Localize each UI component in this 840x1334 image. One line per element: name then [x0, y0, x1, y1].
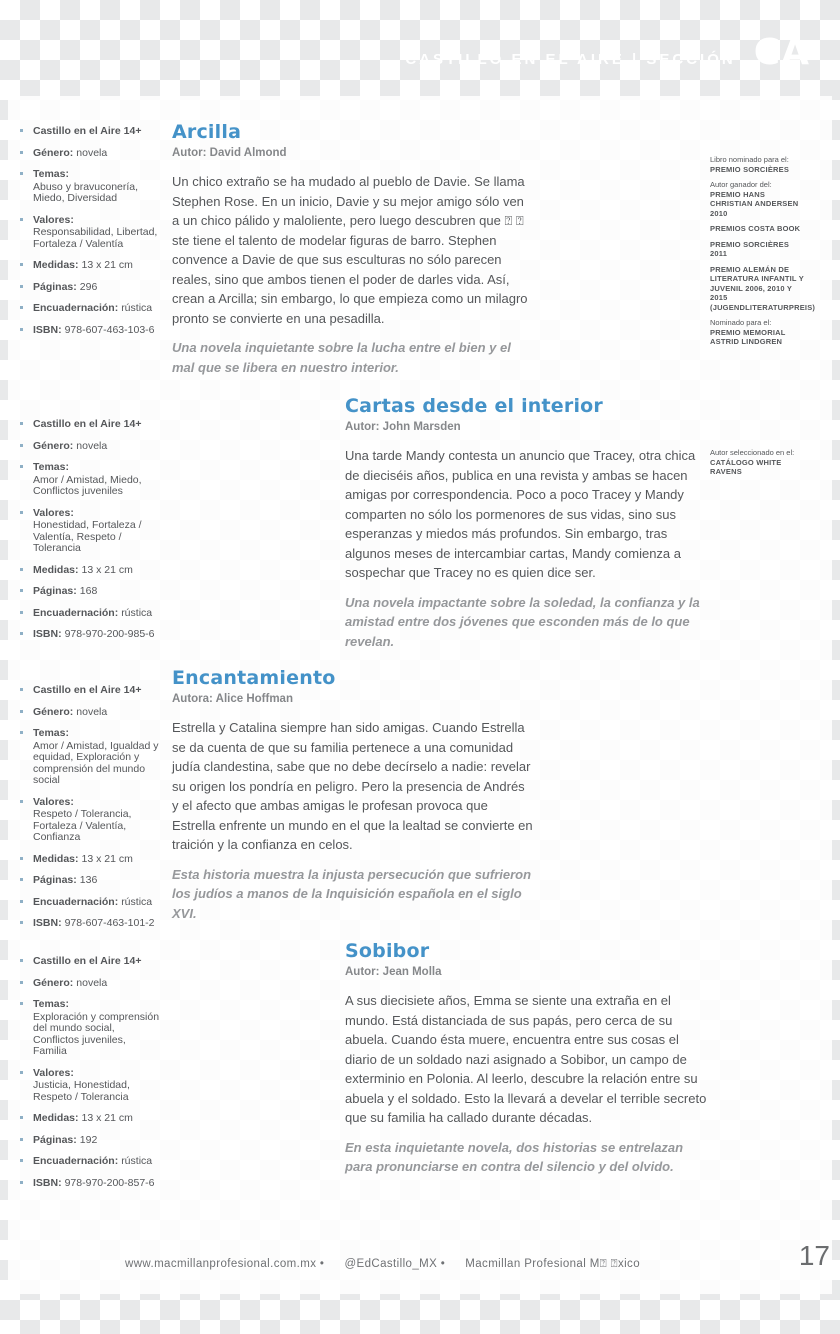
book-tagline: Una novela inquietante sobre la lucha entre el bien y el mal que se libera en nuestro interior. [172, 340, 511, 375]
award-intro: Autor ganador del: [710, 180, 772, 189]
spec-encuadernacion-value: rústica [121, 1155, 153, 1167]
bullet-icon [20, 1002, 23, 1005]
bullet-icon [20, 1116, 23, 1119]
bullet-icon [20, 1181, 23, 1184]
bullet-icon [20, 632, 23, 635]
spec-valores [20, 215, 162, 251]
spec-paginas-label: Páginas: [33, 874, 77, 886]
bullet-icon [20, 568, 23, 571]
spec-genero-label: Género: [33, 705, 74, 718]
specs-cartas [20, 419, 162, 651]
spec-genero-label: Género: [33, 146, 74, 159]
spec-temas-label: Temas: [33, 727, 69, 739]
spec-genero-value: novela [76, 976, 108, 989]
book-author: Autora: Alice Hoffman [172, 693, 293, 705]
spec-genero-value: novela [76, 439, 108, 452]
spec-medidas [20, 1113, 162, 1125]
bullet-icon [20, 857, 23, 860]
spec-medidas-label: Medidas: [33, 852, 79, 865]
awards-arcilla [710, 155, 816, 353]
spec-temas-value: Amor / Amistad, Miedo, Conflictos juveniles [33, 473, 142, 497]
spec-isbn-value: 978-970-200-857-6 [64, 1176, 155, 1189]
spec-encuadernacion-label: Encuadernación: [33, 606, 119, 619]
spec-collection-value: Castillo en el Aire 14+ [33, 125, 142, 137]
spec-medidas-label: Medidas: [33, 259, 79, 271]
spec-valores [20, 797, 162, 844]
bullet-icon [20, 800, 23, 803]
book-arcilla [172, 122, 534, 377]
spec-collection [20, 956, 162, 968]
spec-encuadernacion-label: Encuadernación: [33, 895, 119, 908]
spec-isbn-label: ISBN: [33, 628, 62, 640]
book-author: Autor: David Almond [172, 147, 287, 159]
spec-valores-label: Valores: [33, 213, 74, 226]
bullet-icon [20, 129, 23, 132]
spec-genero [20, 148, 162, 160]
spec-valores-label: Valores: [33, 506, 74, 519]
spec-genero-label: Género: [33, 976, 74, 989]
award-item [710, 155, 806, 174]
spec-encuadernacion-label: Encuadernación: [33, 302, 119, 314]
spec-encuadernacion-label: Encuadernación: [33, 1155, 119, 1167]
spec-encuadernacion [20, 608, 162, 620]
award-item [710, 224, 806, 234]
bullet-icon [20, 731, 23, 734]
book-title: Arcilla [172, 121, 242, 143]
spec-temas [20, 728, 162, 787]
bullet-icon [20, 878, 23, 881]
book-title: Cartas desde el interior [345, 395, 603, 417]
spec-medidas-value: 13 x 21 cm [81, 563, 133, 576]
book-author: Autor: Jean Molla [345, 966, 442, 978]
page-number: 17 [798, 1240, 830, 1271]
bullet-icon [20, 710, 23, 713]
bullet-icon [20, 465, 23, 468]
spec-isbn [20, 325, 162, 337]
award-intro: Autor seleccionado en el: [710, 448, 795, 457]
spec-paginas [20, 1135, 162, 1147]
bullet-icon [20, 263, 23, 266]
spec-valores-value: Respeto / Tolerancia, Fortaleza / Valentía, Confianza [33, 808, 132, 843]
bullet-icon [20, 611, 23, 614]
spec-encuadernacion-value: rústica [121, 895, 153, 908]
book-author: Autor: John Marsden [345, 421, 461, 433]
spec-valores [20, 1068, 162, 1104]
spec-medidas [20, 260, 162, 272]
award-name: PREMIO ALEMÁN DE LITERATURA INFANTIL Y JUVENIL 2006, 2010 Y 2015 (JUGENDLITERATURPREIS) [710, 264, 816, 312]
spec-encuadernacion [20, 303, 162, 315]
footer-website: www.macmillanprofesional.com.mx • [125, 1258, 325, 1270]
header-badge: CA [753, 32, 810, 73]
book-title: Encantamiento [172, 667, 336, 689]
book-synopsis: A sus diecisiete años, Emma se siente una extraña en el mundo. Está distanciada de sus papás, pero cerca de su abuela. Cuando ésta muere, encuentra entre sus cosas el diario de un soldado nazi asignado a Sobibor, un campo de exterminio en Polonia. Al leerlo, descubre la relación entre su abuela y el soldado. Esto la llevará a develar el terrible secreto que su familia ha callado durante décadas. [345, 993, 707, 1125]
spec-isbn [20, 918, 162, 930]
spec-collection-value: Castillo en el Aire 14+ [33, 955, 142, 967]
spec-medidas [20, 854, 162, 866]
spec-collection [20, 126, 162, 138]
spec-temas [20, 462, 162, 498]
book-encantamiento [172, 668, 534, 923]
spec-paginas-value: 296 [79, 280, 98, 293]
spec-medidas-value: 13 x 21 cm [81, 1112, 133, 1124]
spec-genero [20, 978, 162, 990]
spec-medidas-value: 13 x 21 cm [81, 852, 133, 865]
spec-valores-value: Responsabilidad, Libertad, Fortaleza / Valentía [33, 226, 158, 250]
bullet-icon [20, 589, 23, 592]
book-tagline: En esta inquietante novela, dos historias se entrelazan para pronunciarse en contra del silencio y del olvido. [345, 1139, 684, 1174]
spec-paginas-value: 136 [79, 874, 98, 886]
book-synopsis: Una tarde Mandy contesta un anuncio que Tracey, otra chica de dieciséis años, publica en una revista y ambas se hacen amigas por correspondencia. Poco a poco Tracey y Mandy comparten no sólo los pormenores de sus vidas, sino sus esperanzas y miedos más profundos. Sin embargo, tras algunos meses de intercambiar cartas, Mandy comienza a sospechar que Tracey no es quien dice ser. [345, 448, 696, 580]
spec-paginas [20, 282, 162, 294]
spec-encuadernacion-value: rústica [121, 302, 153, 314]
bullet-icon [20, 422, 23, 425]
spec-temas-value: Abuso y bravuconería, Miedo, Diversidad [33, 180, 139, 204]
award-name: PREMIO HANS CHRISTIAN ANDERSEN 2010 [710, 189, 799, 218]
award-item [710, 318, 806, 347]
book-tagline: Una novela impactante sobre la soledad, la confianza y la amistad entre dos jóvenes que esconden más de lo que revelan. [345, 594, 700, 649]
book-sobibor [345, 941, 707, 1177]
bullet-icon [20, 921, 23, 924]
book-synopsis: Estrella y Catalina siempre han sido amigas. Cuando Estrella se da cuenta de que su familia pertenece a una comunidad judía clandestina, sabe que no debe decírselo a nadie: revelar su origen los pondría en peligro. Pero la presencia de Andrés y el afecto que ambas amigas le profesan provoca que Estrella enfrente un mundo en el que la lealtad se convierte en traición y la confianza en celos. [172, 720, 533, 852]
spec-encuadernacion-value: rústica [121, 606, 153, 619]
award-name: PREMIOS COSTA BOOK [710, 224, 801, 233]
spec-isbn-label: ISBN: [33, 1176, 62, 1189]
book-title: Sobibor [345, 940, 430, 962]
bullet-icon [20, 688, 23, 691]
spec-genero-value: novela [76, 146, 108, 159]
spec-temas-label: Temas: [33, 168, 69, 180]
spec-valores-label: Valores: [33, 1066, 74, 1079]
bullet-icon [20, 959, 23, 962]
bullet-icon [20, 172, 23, 175]
spec-temas-value: Amor / Amistad, Igualdad y equidad, Exploración y comprensión del mundo social [33, 739, 159, 786]
bullet-icon [20, 900, 23, 903]
page-footer [125, 1258, 640, 1271]
spec-isbn-label: ISBN: [33, 323, 62, 336]
spec-isbn [20, 629, 162, 641]
spec-isbn-value: 978-607-463-101-2 [64, 917, 155, 929]
specs-encantamiento [20, 685, 162, 940]
spec-medidas-label: Medidas: [33, 1112, 79, 1124]
spec-valores-label: Valores: [33, 795, 74, 808]
bullet-icon [20, 1159, 23, 1162]
spec-medidas-value: 13 x 21 cm [81, 259, 133, 271]
spec-isbn [20, 1178, 162, 1190]
awards-cartas [710, 448, 806, 483]
bullet-icon [20, 511, 23, 514]
spec-paginas-value: 192 [79, 1133, 98, 1146]
award-item [710, 264, 816, 313]
spec-paginas-label: Páginas: [33, 1133, 77, 1146]
spec-medidas-label: Medidas: [33, 563, 79, 576]
spec-paginas-label: Páginas: [33, 585, 77, 597]
award-item [710, 448, 806, 477]
spec-paginas [20, 586, 162, 598]
spec-encuadernacion [20, 1156, 162, 1168]
spec-encuadernacion [20, 897, 162, 909]
bullet-icon [20, 444, 23, 447]
spec-isbn-label: ISBN: [33, 917, 62, 929]
header-collection-label: CASTILLO EN EL AIRE | SECCIÓN [405, 51, 736, 68]
page-header [405, 32, 810, 73]
book-synopsis: Un chico extraño se ha mudado al pueblo de Davie. Se llama Stephen Rose. En un inicio, Davie y su mejor amigo sólo ven a un chico pálido y maloliente, pero luego descubren que ⍰ ⍰ ste tiene el talento de modelar figuras de barro. Stephen convence a Davie de que sus esculturas no sólo parecen reales, sino que ambos tienen el poder de darles vida. Así, crean a Arcilla; sin embargo, lo que empieza como un milagro pronto se convierte en una pesadilla. [172, 174, 528, 326]
spec-valores-value: Honestidad, Fortaleza / Valentía, Respeto / Tolerancia [33, 519, 142, 554]
spec-genero-label: Género: [33, 439, 74, 452]
footer-twitter-handle: @EdCastillo_MX • [344, 1258, 446, 1270]
spec-paginas-value: 168 [79, 585, 98, 597]
bullet-icon [20, 285, 23, 288]
spec-paginas-label: Páginas: [33, 280, 77, 293]
spec-temas-label: Temas: [33, 461, 69, 473]
spec-genero-value: novela [76, 705, 108, 718]
spec-valores-value: Justicia, Honestidad, Respeto / Tolerancia [33, 1079, 130, 1103]
award-name: PREMIO MEMORIAL ASTRID LINDGREN [710, 327, 786, 346]
specs-sobibor [20, 956, 162, 1199]
spec-collection-value: Castillo en el Aire 14+ [33, 684, 142, 696]
spec-temas-value: Exploración y comprensión del mundo social, Conflictos juveniles, Familia [33, 1010, 160, 1057]
bullet-icon [20, 981, 23, 984]
book-tagline: Esta historia muestra la injusta persecución que sufrieron los judíos a manos de la Inquisición española en el siglo XVI. [172, 866, 532, 921]
bullet-icon [20, 328, 23, 331]
footer-publisher: Macmillan Profesional M⍰ ⍰xico [465, 1258, 640, 1270]
spec-collection [20, 419, 162, 431]
bullet-icon [20, 218, 23, 221]
award-name: PREMIO SORCIÈRES 2011 [710, 239, 790, 258]
award-name: CATÁLOGO WHITE RAVENS [710, 457, 782, 476]
spec-isbn-value: 978-607-463-103-6 [64, 323, 155, 336]
spec-genero [20, 441, 162, 453]
spec-valores [20, 508, 162, 555]
spec-genero [20, 707, 162, 719]
award-intro: Nominado para el: [710, 318, 772, 327]
spec-paginas [20, 875, 162, 887]
bullet-icon [20, 151, 23, 154]
award-item [710, 180, 806, 218]
spec-collection-value: Castillo en el Aire 14+ [33, 418, 142, 430]
bullet-icon [20, 306, 23, 309]
book-cartas [345, 396, 707, 651]
award-intro: Libro nominado para el: [710, 155, 789, 164]
spec-temas [20, 999, 162, 1058]
bullet-icon [20, 1071, 23, 1074]
bullet-icon [20, 1138, 23, 1141]
spec-collection [20, 685, 162, 697]
award-item [710, 240, 806, 259]
spec-medidas [20, 565, 162, 577]
spec-isbn-value: 978-970-200-985-6 [64, 628, 155, 640]
spec-temas-label: Temas: [33, 998, 69, 1010]
spec-temas [20, 169, 162, 205]
award-name: PREMIO SORCIÈRES [710, 164, 790, 174]
specs-arcilla [20, 126, 162, 346]
